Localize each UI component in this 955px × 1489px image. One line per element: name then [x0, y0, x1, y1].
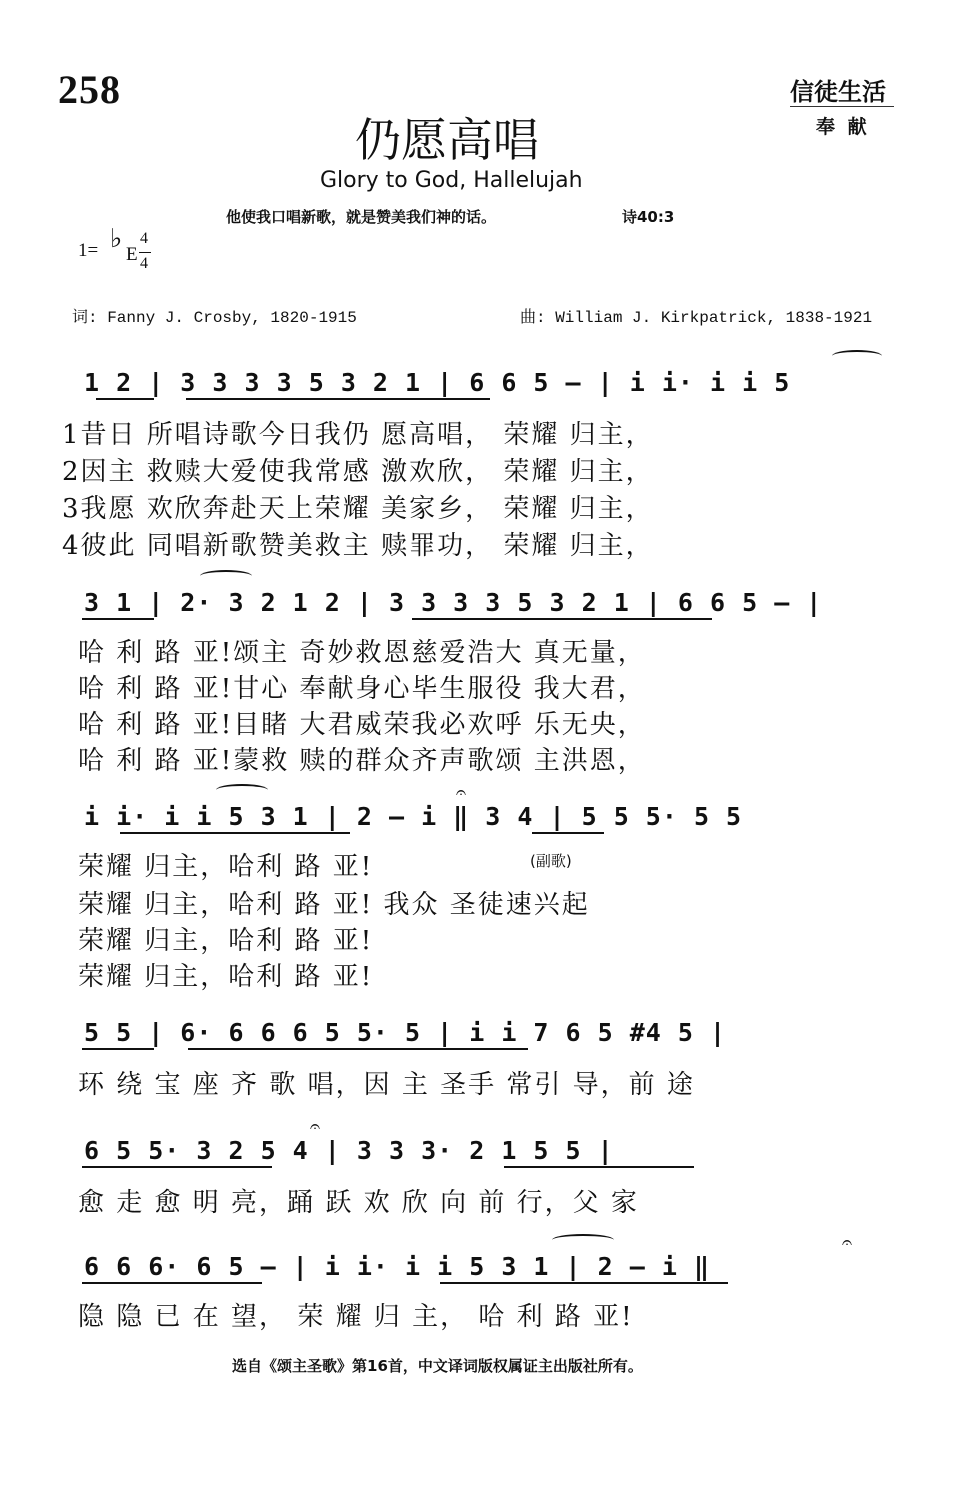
key-letter: E [126, 244, 138, 265]
hymn-number: 258 [58, 67, 121, 112]
lyric-line: 荣耀 归主，哈利 路 亚! 我众 圣徒速兴起 [78, 890, 590, 920]
scripture-reference: 诗40:3 [622, 208, 675, 226]
beam-line [82, 1048, 154, 1050]
beam-line [412, 618, 712, 620]
slur-mark [832, 350, 882, 362]
refrain-label: (副歌) [530, 852, 572, 870]
page-title: 仍愿高唱 [355, 113, 539, 167]
time-signature-bottom: 4 [140, 255, 148, 272]
fermata-icon: 𝄐 [842, 1232, 853, 1253]
fermata-icon: 𝄐 [456, 782, 467, 803]
beam-line [120, 832, 350, 834]
beam-line [82, 1166, 272, 1168]
notation-line: 3 1 | 2· 3 2 1 2 | 3 3 3 3 5 3 2 1 | 6 6 5 – | [84, 588, 823, 617]
notation-line: i i· i i 5 3 1 | 2 – i ‖ 3 4 | 5 5 5· 5 5 [84, 802, 743, 831]
category-divider [790, 106, 894, 107]
lyric-line: 2因主 救赎大爱使我常感 激欢欣， 荣耀 归主， [62, 457, 654, 487]
lyricist-credit: 词: Fanny J. Crosby, 1820-1915 [72, 309, 357, 327]
lyric-line: 哈 利 路 亚!颂主 奇妙救恩慈爱浩大 真无量， [78, 638, 646, 668]
key-prefix: 1= [78, 240, 99, 261]
beam-line [532, 832, 604, 834]
beam-line [82, 1282, 262, 1284]
lyric-line: 3我愿 欢欣奔赴天上荣耀 美家乡， 荣耀 归主， [62, 494, 654, 524]
lyric-line: 隐 隐 已 在 望， 荣 耀 归 主， 哈 利 路 亚! [78, 1302, 634, 1332]
lyric-line: 哈 利 路 亚!目睹 大君威荣我必欢呼 乐无央， [78, 710, 646, 740]
beam-line [186, 398, 490, 400]
beam-line [82, 618, 154, 620]
lyric-line: 愈 走 愈 明 亮，踊 跃 欢 欣 向 前 行，父 家 [78, 1188, 639, 1218]
beam-line [188, 1048, 528, 1050]
lyric-line: 4彼此 同唱新歌赞美救主 赎罪功， 荣耀 归主， [62, 531, 654, 561]
sub-category-label: 奉 献 [816, 116, 870, 138]
lyric-line: 荣耀 归主，哈利 路 亚! [78, 926, 374, 956]
notation-line: 5 5 | 6· 6 6 6 5 5· 5 | i i 7 6 5 #4 5 | [84, 1018, 727, 1047]
category-label: 信徒生活 [790, 77, 886, 106]
slur-mark [200, 570, 252, 582]
flat-sign-icon: ♭ [110, 224, 123, 254]
beam-line [96, 398, 154, 400]
lyric-line: 哈 利 路 亚!甘心 奉献身心毕生服役 我大君， [78, 674, 646, 704]
lyric-line: 荣耀 归主，哈利 路 亚! [78, 962, 374, 992]
beam-line [440, 1282, 728, 1284]
time-signature-top: 4 [140, 230, 148, 247]
notation-line: 1 2 | 3 3 3 3 5 3 2 1 | 6 6 5 – | i i· i i 5 [84, 368, 791, 397]
notation-line: 6 6 6· 6 5 – | i i· i i 5 3 1 | 2 – i ‖ [84, 1252, 710, 1281]
beam-line [504, 1166, 694, 1168]
slur-mark [552, 1234, 614, 1246]
scripture-quote: 他使我口唱新歌，就是赞美我们神的话。 [226, 208, 497, 226]
lyric-line: 荣耀 归主，哈利 路 亚! [78, 852, 374, 882]
fermata-icon: 𝄐 [310, 1116, 321, 1137]
lyric-line: 1昔日 所唱诗歌今日我仍 愿高唱， 荣耀 归主， [62, 420, 654, 450]
slur-mark [216, 784, 268, 796]
lyric-line: 环 绕 宝 座 齐 歌 唱，因 主 圣手 常引 导，前 途 [78, 1070, 695, 1100]
english-title: Glory to God, Hallelujah [320, 168, 583, 193]
time-signature-divider [139, 252, 151, 253]
composer-credit: 曲: William J. Kirkpatrick, 1838-1921 [520, 309, 873, 327]
lyric-line: 哈 利 路 亚!蒙救 赎的群众齐声歌颂 主洪恩， [78, 746, 646, 776]
copyright-note: 选自《颂主圣歌》第16首，中文译词版权属证主出版社所有。 [232, 1357, 643, 1375]
notation-line: 6 5 5· 3 2 5 4 | 3 3 3· 2 1 5 5 | [84, 1136, 614, 1165]
